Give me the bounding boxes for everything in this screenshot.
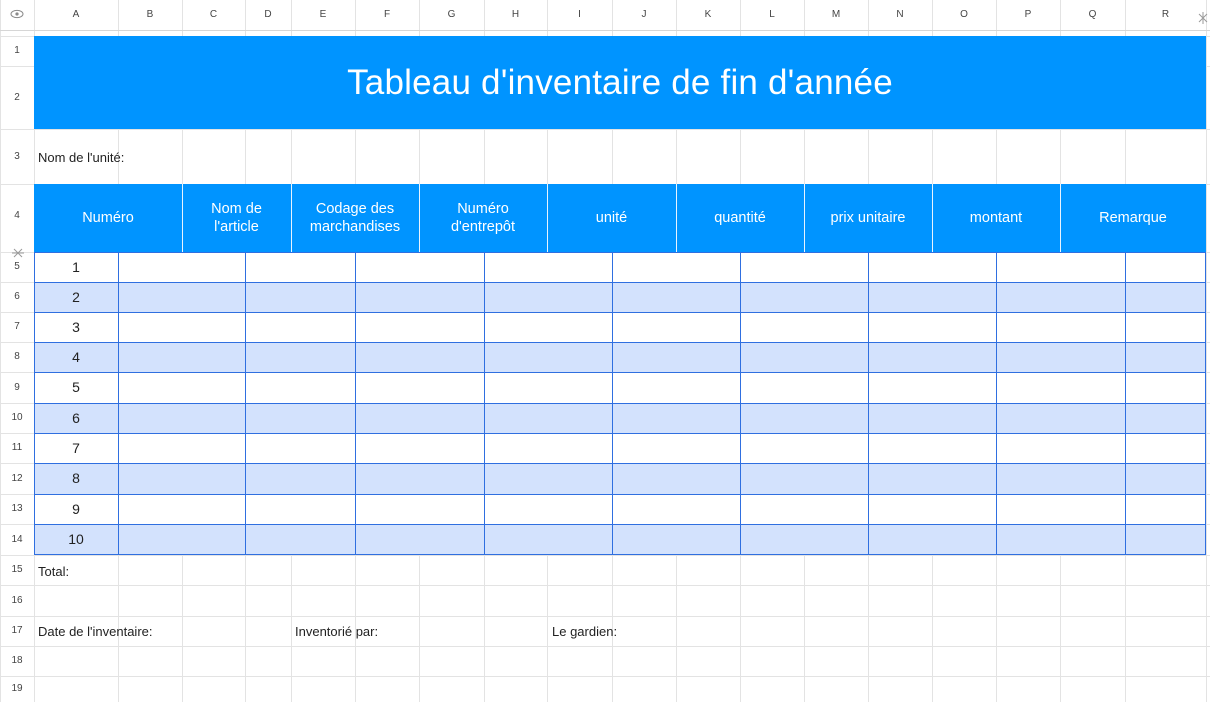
table-cell-border (1125, 494, 1126, 524)
header-montant[interactable]: montant (969, 210, 1023, 226)
column-header-f[interactable]: F (383, 9, 391, 20)
header-entrepot[interactable]: Numéro d'entrepôt (450, 201, 516, 235)
freeze-row-icon[interactable] (11, 246, 25, 258)
table-cell-border (868, 403, 869, 433)
table-cell-border (868, 252, 869, 282)
table-cell-border (996, 312, 997, 342)
table-cell-border (1125, 433, 1126, 463)
table-cell-border (996, 372, 997, 403)
header-numero[interactable]: Numéro (82, 210, 134, 226)
table-row[interactable] (34, 463, 1206, 494)
row-header-18[interactable]: 18 (11, 655, 23, 666)
table-cell-border (740, 524, 741, 555)
column-header-o[interactable]: O (960, 9, 968, 20)
column-header-c[interactable]: C (209, 9, 218, 20)
row-header-11[interactable]: 11 (11, 442, 23, 453)
row-header-16[interactable]: 16 (11, 595, 23, 606)
row-header-1[interactable]: 1 (14, 45, 20, 56)
table-cell-border (245, 463, 246, 494)
column-header-e[interactable]: E (319, 9, 327, 20)
row-header-2[interactable]: 2 (14, 92, 20, 103)
table-cell-border (996, 403, 997, 433)
row-header-4[interactable]: 4 (14, 210, 20, 221)
title-band[interactable] (34, 36, 1206, 129)
row-header-5[interactable]: 5 (14, 261, 20, 272)
table-cell-border (612, 252, 613, 282)
unit-name-label: Nom de l'unité: (38, 150, 125, 165)
column-header-b[interactable]: B (146, 9, 154, 20)
table-cell-border (118, 252, 119, 282)
table-cell-border (355, 372, 356, 403)
table-cell-border (355, 463, 356, 494)
table-cell-border (484, 312, 485, 342)
row-number-cell[interactable]: 3 (72, 319, 80, 335)
table-cell-border (245, 282, 246, 312)
table-cell-border (118, 463, 119, 494)
table-cell-border (612, 342, 613, 372)
row-header-15[interactable]: 15 (11, 564, 23, 575)
table-cell-border (740, 463, 741, 494)
table-cell-border (245, 524, 246, 555)
table-cell-border (484, 342, 485, 372)
row-header-6[interactable]: 6 (14, 291, 20, 302)
table-cell-border (868, 282, 869, 312)
row-number-cell[interactable]: 7 (72, 440, 80, 456)
table-cell-border (1125, 252, 1126, 282)
table-cell-border (612, 463, 613, 494)
row-number-cell[interactable]: 4 (72, 349, 80, 365)
table-cell-border (996, 252, 997, 282)
table-cell-border (740, 252, 741, 282)
table-cell-border (484, 282, 485, 312)
table-cell-border (996, 433, 997, 463)
table-row[interactable] (34, 403, 1206, 433)
table-cell-border (612, 372, 613, 403)
table-cell-border (612, 403, 613, 433)
column-header-d[interactable]: D (264, 9, 272, 20)
table-cell-border (484, 524, 485, 555)
table-cell-border (118, 403, 119, 433)
row-number-cell[interactable]: 2 (72, 289, 80, 305)
table-cell-border (484, 252, 485, 282)
column-header-m[interactable]: M (831, 9, 841, 20)
row-number-cell[interactable]: 8 (72, 470, 80, 486)
row-number-cell[interactable]: 5 (72, 379, 80, 395)
table-cell-border (118, 372, 119, 403)
row-number-cell[interactable]: 6 (72, 410, 80, 426)
column-header-a[interactable]: A (72, 9, 80, 20)
table-cell-border (612, 433, 613, 463)
table-cell-border (355, 524, 356, 555)
table-cell-border (1125, 312, 1126, 342)
table-row[interactable] (34, 312, 1206, 342)
table-cell-border (245, 252, 246, 282)
inventorie-par-label: Inventorié par: (295, 624, 379, 639)
table-cell-border (868, 372, 869, 403)
table-cell-border (484, 494, 485, 524)
table-cell-border (118, 282, 119, 312)
table-cell-border (996, 494, 997, 524)
table-cell-border (355, 282, 356, 312)
table-cell-border (245, 372, 246, 403)
table-cell-border (612, 312, 613, 342)
table-cell-border (1125, 282, 1126, 312)
table-cell-border (740, 494, 741, 524)
table-cell-border (1125, 524, 1126, 555)
table-cell-border (740, 282, 741, 312)
table-cell-border (996, 463, 997, 494)
table-row[interactable] (34, 282, 1206, 312)
header-remarque[interactable]: Remarque (1099, 210, 1167, 226)
row-header-7[interactable]: 7 (14, 321, 20, 332)
table-cell-border (355, 433, 356, 463)
table-cell-border (118, 433, 119, 463)
freeze-column-icon[interactable] (1196, 11, 1210, 25)
column-header-g[interactable]: G (447, 9, 456, 20)
date-inventaire-label: Date de l'inventaire: (38, 624, 153, 639)
table-cell-border (245, 312, 246, 342)
row-header-14[interactable]: 14 (11, 534, 23, 545)
eye-icon[interactable] (4, 7, 30, 21)
table-cell-border (245, 494, 246, 524)
table-cell-border (740, 342, 741, 372)
table-cell-border (484, 463, 485, 494)
table-cell-border (355, 403, 356, 433)
table-cell-border (245, 403, 246, 433)
table-cell-border (118, 342, 119, 372)
row-header-8[interactable]: 8 (14, 351, 20, 362)
column-header-n[interactable]: N (896, 9, 904, 20)
row-header-17[interactable]: 17 (11, 625, 23, 636)
table-cell-border (996, 342, 997, 372)
table-cell-border (1125, 403, 1126, 433)
column-header-i[interactable]: I (578, 9, 581, 20)
table-cell-border (484, 372, 485, 403)
header-quantite[interactable]: quantité (714, 210, 766, 226)
table-cell-border (868, 494, 869, 524)
total-label: Total: (38, 564, 70, 579)
table-cell-border (868, 433, 869, 463)
table-cell-border (245, 433, 246, 463)
column-header-q[interactable]: Q (1088, 9, 1097, 20)
header-prix[interactable]: prix unitaire (830, 210, 906, 226)
table-cell-border (484, 403, 485, 433)
row-header-9[interactable]: 9 (14, 382, 20, 393)
gardien-label: Le gardien: (552, 624, 618, 639)
table-cell-border (740, 312, 741, 342)
header-nom-article[interactable]: Nom de l'article (211, 201, 262, 235)
table-cell-border (1125, 372, 1126, 403)
table-cell-border (118, 312, 119, 342)
row-number-cell[interactable]: 1 (72, 259, 80, 275)
table-cell-border (355, 494, 356, 524)
table-cell-border (868, 524, 869, 555)
table-cell-border (740, 403, 741, 433)
column-header-k[interactable]: K (704, 9, 712, 20)
table-cell-border (245, 342, 246, 372)
table-row[interactable] (34, 252, 1206, 282)
table-cell-border (484, 433, 485, 463)
table-cell-border (355, 252, 356, 282)
table-cell-border (612, 282, 613, 312)
row-header-12[interactable]: 12 (11, 473, 23, 484)
table-cell-border (612, 524, 613, 555)
table-cell-border (868, 312, 869, 342)
column-header-r[interactable]: R (1161, 9, 1170, 20)
row-header-13[interactable]: 13 (11, 503, 23, 514)
table-cell-border (996, 524, 997, 555)
table-row[interactable] (34, 524, 1206, 555)
table-cell-border (996, 282, 997, 312)
table-cell-border (868, 463, 869, 494)
page-title: Tableau d'inventaire de fin d'année (347, 62, 893, 102)
row-number-cell[interactable]: 9 (72, 501, 80, 517)
column-header-h[interactable]: H (511, 9, 520, 20)
header-unite[interactable]: unité (595, 210, 628, 226)
row-number-cell[interactable]: 10 (68, 531, 84, 547)
column-header-l[interactable]: L (769, 9, 775, 20)
row-header-19[interactable]: 19 (11, 683, 23, 694)
table-cell-border (355, 342, 356, 372)
table-cell-border (118, 524, 119, 555)
row-header-10[interactable]: 10 (11, 412, 23, 423)
table-row[interactable] (34, 433, 1206, 463)
table-cell-border (612, 494, 613, 524)
table-cell-border (740, 433, 741, 463)
column-header-j[interactable]: J (641, 9, 647, 20)
table-cell-border (740, 372, 741, 403)
table-row[interactable] (34, 372, 1206, 403)
table-row[interactable] (34, 342, 1206, 372)
table-cell-border (1125, 342, 1126, 372)
table-cell-border (1125, 463, 1126, 494)
row-header-3[interactable]: 3 (14, 151, 20, 162)
table-cell-border (118, 494, 119, 524)
header-codage[interactable]: Codage des marchandises (309, 201, 401, 235)
table-cell-border (868, 342, 869, 372)
column-header-p[interactable]: P (1024, 9, 1032, 20)
table-cell-border (355, 312, 356, 342)
table-row[interactable] (34, 494, 1206, 524)
